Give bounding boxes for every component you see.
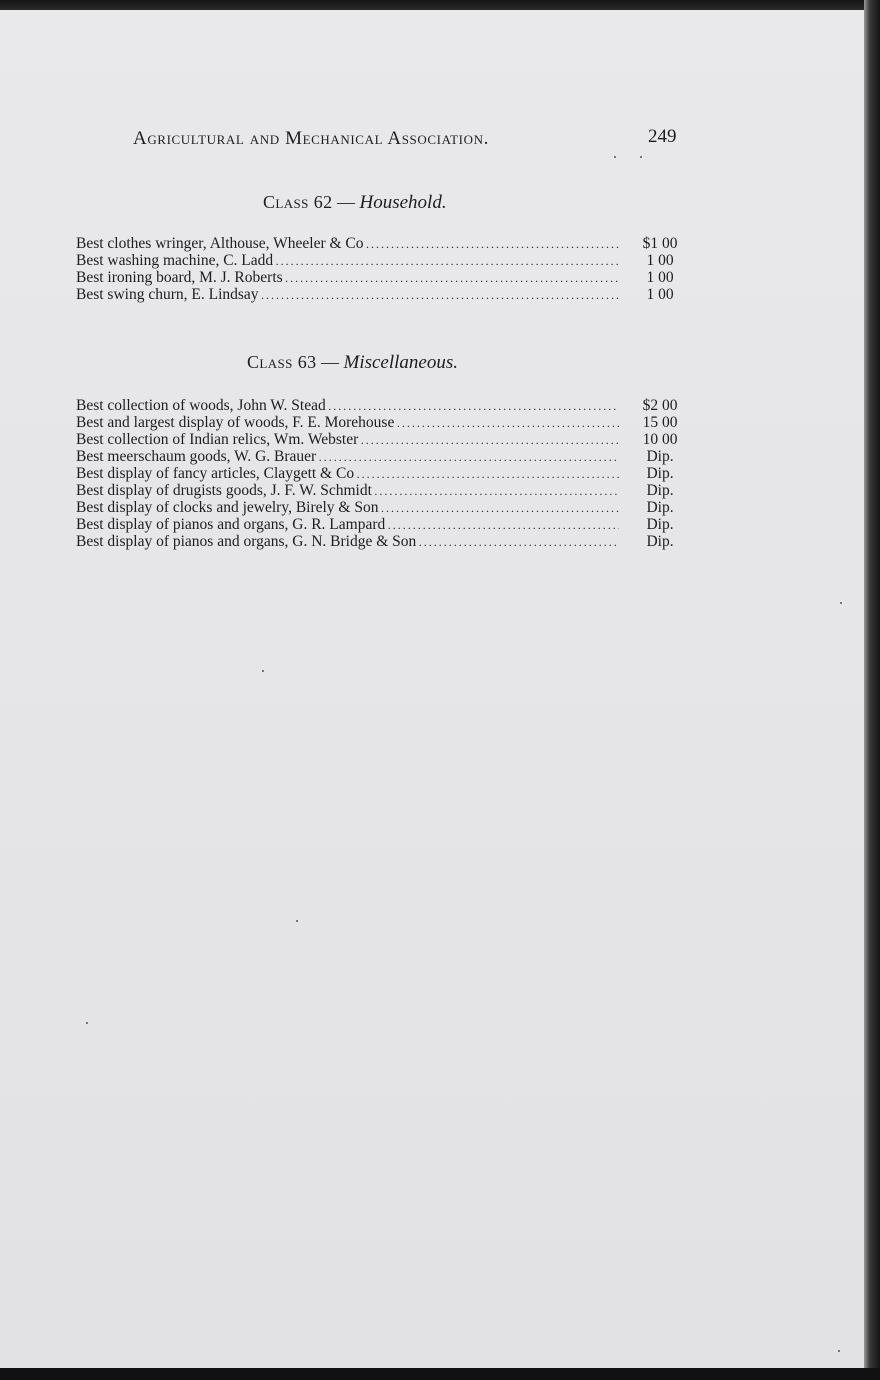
award-description: Best swing churn, E. Lindsay [76,286,259,303]
award-description: Best display of clocks and jewelry, Birely & Son [76,499,379,516]
award-description: Best display of drugists goods, J. F. W. Schmidt [76,482,372,499]
class-62-awards-list [76,235,691,303]
scan-right-edge [864,0,880,1380]
award-amount: 1 00 [646,269,674,286]
award-amount: 1 00 [646,252,674,269]
class-label: Class 63 [247,352,317,372]
award-description: Best ironing board, M. J. Roberts [76,269,283,286]
award-amount: 10 00 [642,431,678,448]
award-amount: Dip. [646,516,674,533]
award-description: Best collection of Indian relics, Wm. Webster [76,431,359,448]
scan-speck [838,1350,840,1352]
award-row [76,448,691,465]
award-row [76,499,691,516]
award-row [76,286,691,303]
award-amount: $2 00 [642,397,678,414]
award-description: Best washing machine, C. Ladd [76,252,274,269]
scan-speck [86,1022,88,1024]
award-description: Best display of fancy articles, Claygett & Co [76,465,355,482]
award-amount: Dip. [646,533,674,550]
award-amount: Dip. [646,482,674,499]
award-row [76,235,691,252]
award-amount: $1 00 [642,235,678,252]
award-amount: 1 00 [646,286,674,303]
class-dash: — [332,192,360,212]
book-page [0,10,864,1368]
scan-speck [640,156,642,158]
award-description: Best display of pianos and organs, G. N. Bridge & Son [76,533,417,550]
scan-speck [262,670,264,672]
award-row [76,465,691,482]
scan-speck [840,602,842,604]
class-subtitle: Miscellaneous. [343,352,459,373]
award-amount: Dip. [646,448,674,465]
class-62-heading [263,192,447,214]
award-description: Best collection of woods, John W. Stead [76,397,326,414]
scan-speck [296,920,298,922]
award-row [76,533,691,550]
running-title: Agricultural and Mechanical Association. [133,128,489,149]
scan-speck [614,156,616,158]
award-row [76,516,691,533]
award-amount: Dip. [646,465,674,482]
award-row [76,431,691,448]
class-subtitle: Household. [359,192,447,213]
class-63-heading [247,352,458,374]
award-row [76,252,691,269]
page-number: 249 [648,126,677,147]
scan-bottom-edge [0,1368,880,1380]
award-row [76,397,691,414]
award-description: Best clothes wringer, Althouse, Wheeler & Co [76,235,364,252]
scan-top-edge [0,0,880,10]
award-amount: Dip. [646,499,674,516]
award-amount: 15 00 [642,414,678,431]
award-row [76,414,691,431]
award-description: Best and largest display of woods, F. E. Morehouse [76,414,395,431]
class-63-awards-list [76,397,691,550]
award-row [76,482,691,499]
class-dash: — [316,352,344,372]
award-row [76,269,691,286]
award-description: Best meerschaum goods, W. G. Brauer [76,448,317,465]
running-head [133,128,693,158]
class-label: Class 62 [263,192,333,212]
award-description: Best display of pianos and organs, G. R. Lampard [76,516,386,533]
